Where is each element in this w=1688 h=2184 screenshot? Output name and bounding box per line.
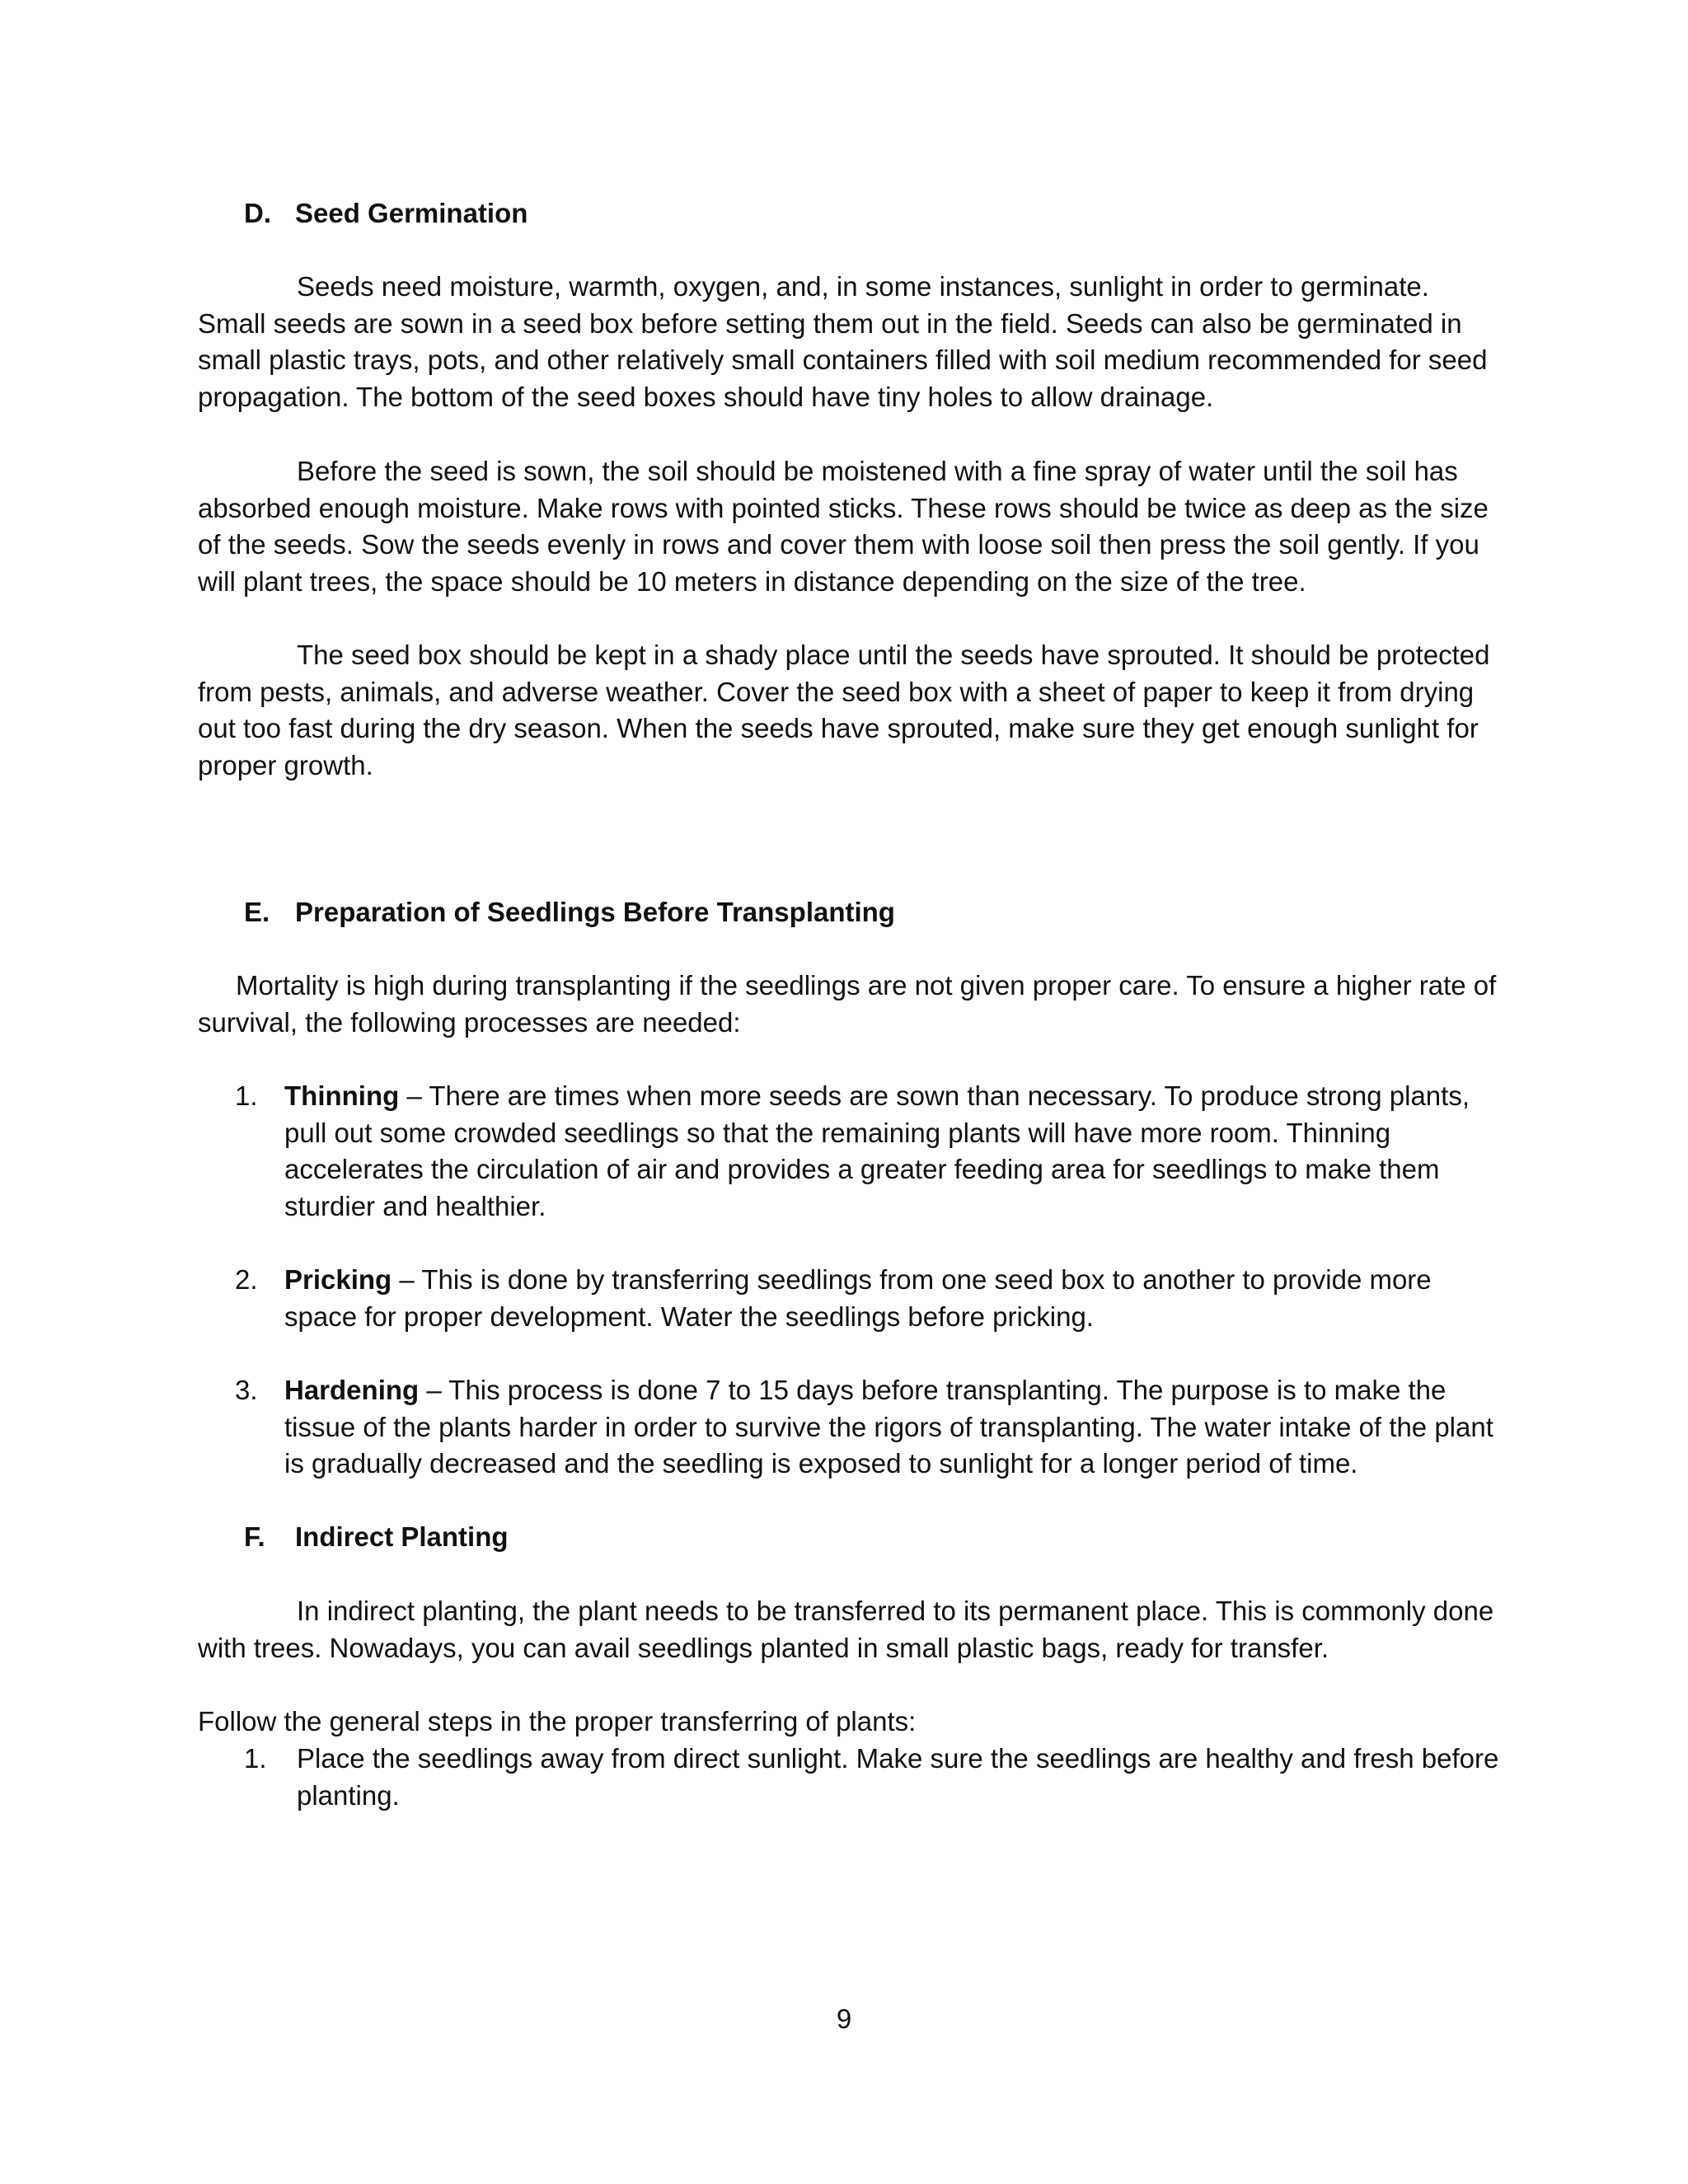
list-item-pricking [235, 1262, 1504, 1336]
list-item-body [284, 1372, 1503, 1483]
list-item-body [284, 1262, 1503, 1335]
list-item-hardening [235, 1372, 1504, 1483]
list-item-term: Thinning [284, 1080, 400, 1111]
list-item-description: – There are times when more seeds are sown than necessary. To produce strong plants, pull out some crowded seedlings so that the remaining plants will have more room. Thinning accelerates the circulation of air and provides a greater feeding area for seedlings to make them sturdier and healthier. [284, 1080, 1470, 1221]
section-f-steps-intro: Follow the general steps in the proper transferring of plants: [198, 1706, 917, 1736]
list-item-number: 2. [235, 1264, 258, 1295]
section-f-heading [244, 1519, 509, 1555]
section-d-letter: D. [244, 198, 271, 228]
list-item-thinning [235, 1078, 1504, 1226]
section-f-paragraph: In indirect planting, the plant needs to be transferred to its permanent place. This is commonly done with trees. Nowadays, you can avail seedlings planted in small plastic bags, ready for transfer. [198, 1596, 1494, 1663]
list-item-body [284, 1078, 1503, 1225]
list-item-term: Hardening [284, 1375, 420, 1405]
section-d-heading [244, 195, 528, 232]
section-e-letter: E. [244, 897, 270, 927]
section-d-title: Seed Germination [295, 198, 528, 228]
list-item-step-1 [244, 1741, 1505, 1815]
list-item-number: 3. [235, 1375, 258, 1405]
list-item-description: – This is done by transferring seedlings from one seed box to another to provide more space for proper development. Water the seedlings before pricking. [284, 1264, 1432, 1332]
section-e-intro: Mortality is high during transplanting if the seedlings are not given proper care. To ensure a higher rate of survival, the following processes are needed: [198, 970, 1497, 1038]
list-item-description: – This process is done 7 to 15 days before transplanting. The purpose is to make the tissue of the plants harder in order to survive the rigors of transplanting. The water intake of the plant is gradually decreased and the seedling is exposed to sunlight for a longer period of time. [284, 1375, 1493, 1479]
section-f-letter: F. [244, 1521, 265, 1552]
page-number: 9 [836, 2004, 852, 2034]
section-d-paragraph-2: Before the seed is sown, the soil should be moistened with a fine spray of water until the soil has absorbed enough moisture. Make rows with pointed sticks. These rows should be twice as deep as the size of the seeds. Sow the seeds evenly in rows and cover them with loose soil then press the soil gently. If you will plant trees, the space should be 10 meters in distance depending on the size of the tree. [198, 456, 1489, 597]
section-d-paragraph-1: Seeds need moisture, warmth, oxygen, and, in some instances, sunlight in order to germinate. Small seeds are sown in a seed box before setting them out in the field. Seeds can also be germinated in small plastic trays, pots, and other relatively small containers filled with soil medium recommended for seed propagation. The bottom of the seed boxes should have tiny holes to allow drainage. [198, 271, 1488, 412]
list-item-number: 1. [235, 1080, 258, 1111]
section-e-heading [244, 894, 895, 930]
section-d-paragraph-3: The seed box should be kept in a shady place until the seeds have sprouted. It should be protected from pests, animals, and adverse weather. Cover the seed box with a sheet of paper to keep it from drying out too fast during the dry season. When the seeds have sprouted, make sure they get enough sunlight for proper growth. [198, 640, 1490, 780]
section-e-title: Preparation of Seedlings Before Transplanting [295, 897, 895, 927]
list-item-term: Pricking [284, 1264, 392, 1295]
list-item-number: 1. [244, 1743, 267, 1774]
section-f-title: Indirect Planting [295, 1521, 509, 1552]
list-item-description: Place the seedlings away from direct sunlight. Make sure the seedlings are healthy and fresh before planting. [297, 1743, 1499, 1811]
